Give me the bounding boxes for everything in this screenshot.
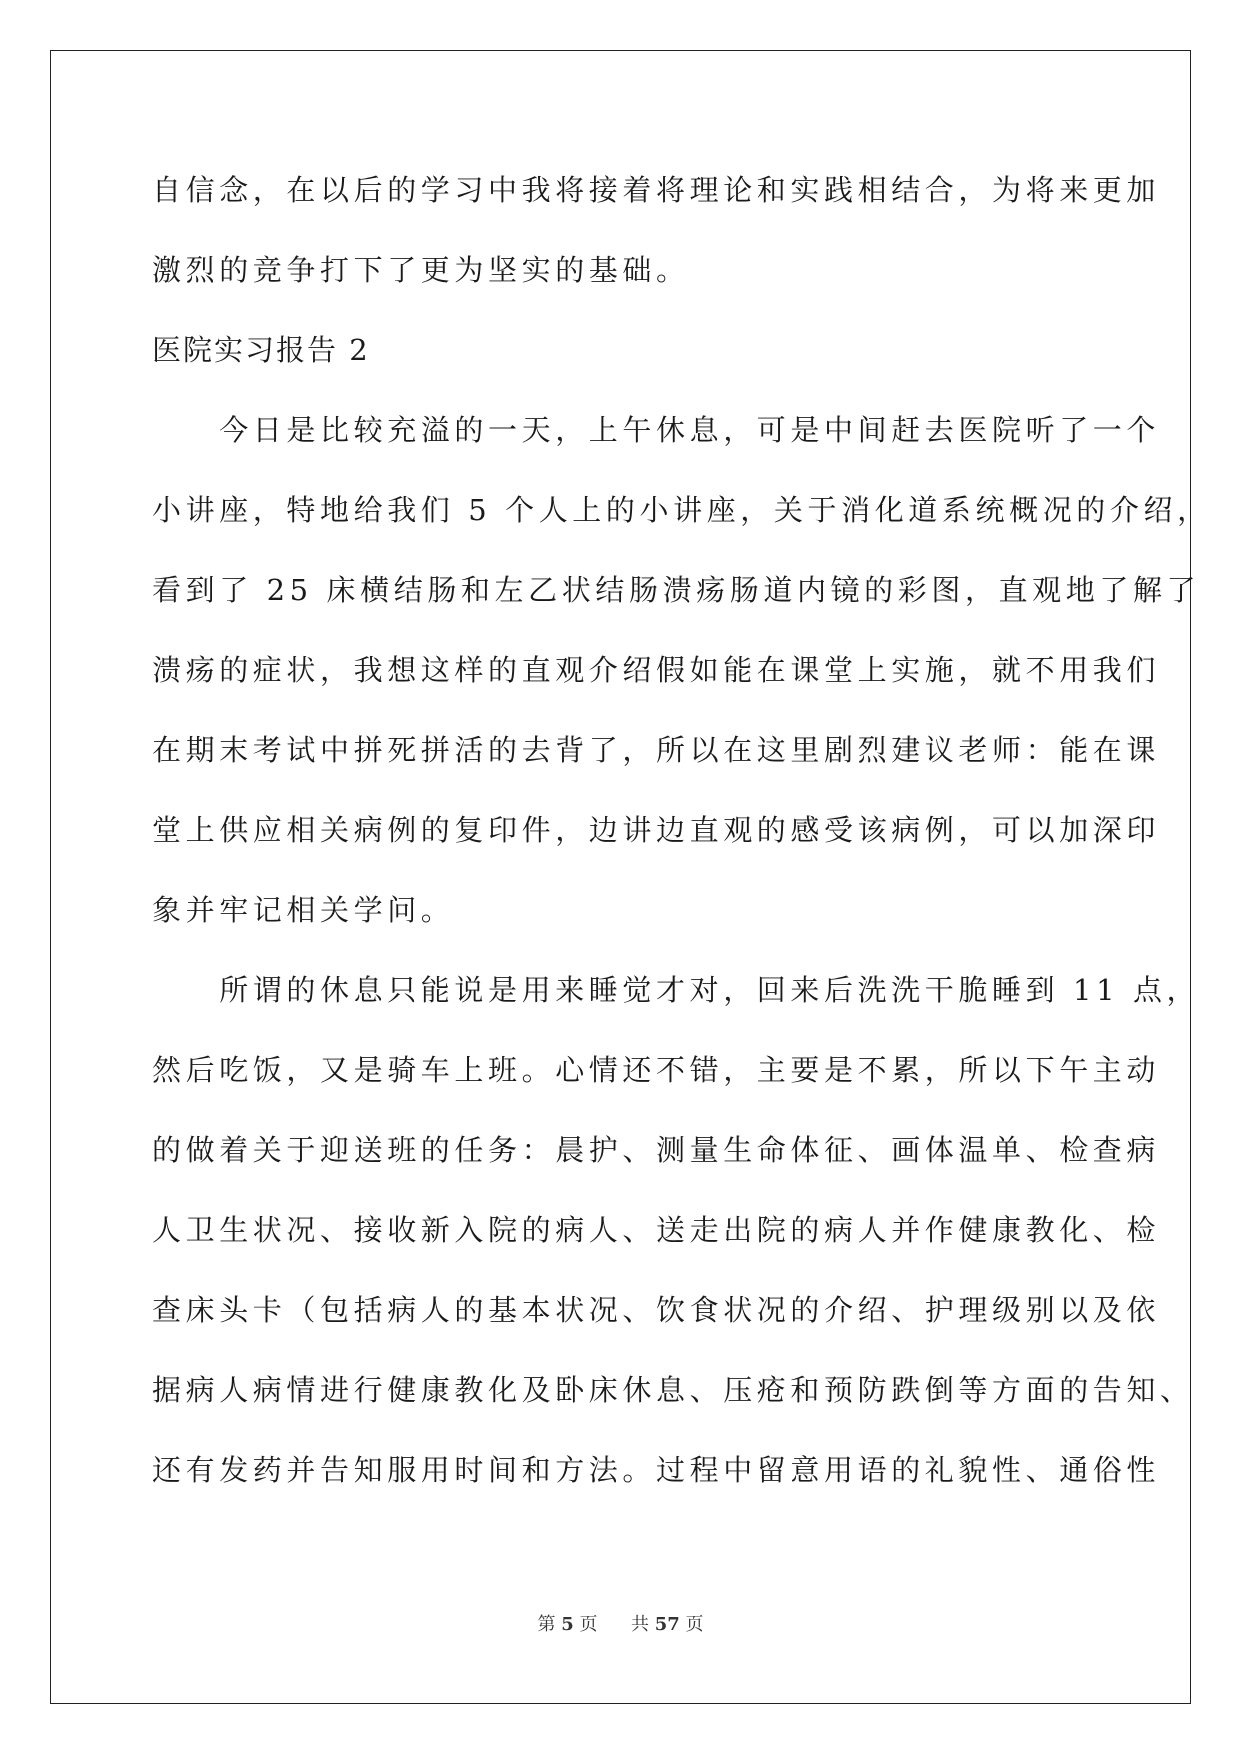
page-footer [0,1610,1241,1636]
text-line: 在期末考试中拼死拼活的去背了，所以在这里剧烈建议老师：能在课 [152,733,1161,767]
text-line: 然后吃饭，又是骑车上班。心情还不错，主要是不累，所以下午主动 [152,1053,1161,1087]
text-line: 查床头卡（包括病人的基本状况、饮食状况的介绍、护理级别以及依 [152,1293,1161,1327]
text-line: 象并牢记相关学问。 [152,893,455,927]
section-heading: 医院实习报告 2 [152,333,370,367]
text-line: 自信念，在以后的学习中我将接着将理论和实践相结合，为将来更加 [152,173,1161,207]
text-line: 所谓的休息只能说是用来睡觉才对，回来后洗洗干脆睡到 11 点， [152,973,1201,1007]
page-label-suffix: 页 [579,1614,598,1635]
text-line: 小讲座，特地给我们 5 个人上的小讲座，关于消化道系统概况的介绍， [152,493,1211,527]
total-label-suffix: 页 [685,1614,704,1635]
page-number: 5 [561,1614,574,1635]
text-line: 激烈的竞争打下了更为坚实的基础。 [152,253,690,287]
text-line: 堂上供应相关病例的复印件，边讲边直观的感受该病例，可以加深印 [152,813,1161,847]
text-line: 的做着关于迎送班的任务：晨护、测量生命体征、画体温单、检查病 [152,1133,1161,1167]
text-line: 人卫生状况、接收新入院的病人、送走出院的病人并作健康教化、检 [152,1213,1161,1247]
text-line: 溃疡的症状，我想这样的直观介绍假如能在课堂上实施，就不用我们 [152,653,1161,687]
text-line: 看到了 25 床横结肠和左乙状结肠溃疡肠道内镜的彩图，直观地了解了 [152,573,1201,607]
total-label-prefix: 共 [630,1614,649,1635]
total-pages: 57 [654,1614,680,1635]
text-line: 还有发药并告知服用时间和方法。过程中留意用语的礼貌性、通俗性 [152,1453,1161,1487]
text-line: 据病人病情进行健康教化及卧床休息、压疮和预防跌倒等方面的告知、 [152,1373,1194,1407]
page-label-prefix: 第 [537,1614,556,1635]
document-body [152,150,1211,1510]
text-line: 今日是比较充溢的一天，上午休息，可是中间赶去医院听了一个 [152,413,1161,447]
